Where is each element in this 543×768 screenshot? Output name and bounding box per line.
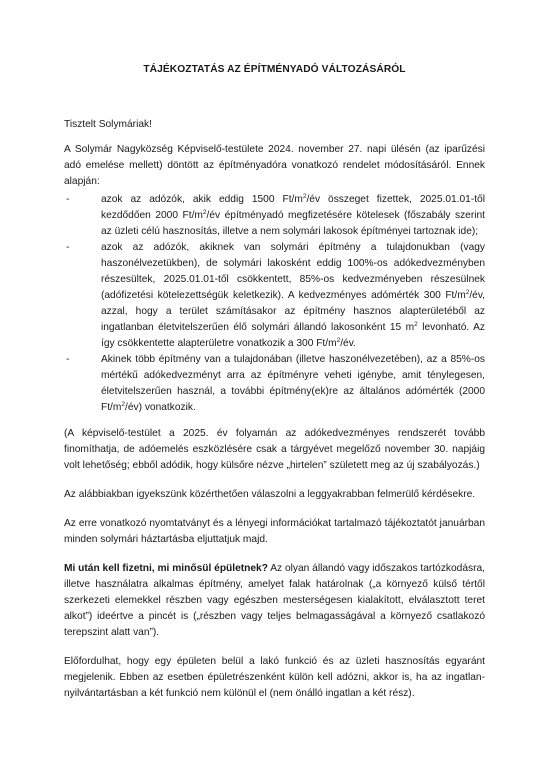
list-item: - Akinek több építmény van a tulajdonában (illetve haszonélvezetében), az a 85%-os mértékű adókedvezményt arra az építményre veheti igénybe, amit ténylegesen, életvitelszerűen használ, a további építmény(ek)re az általános adómérték (2000 $Ft/m^2/év$) vonatkozik. [66, 354, 485, 413]
form-info-paragraph: Az erre vonatkozó nyomtatványt és a lényegi információkat tartalmazó tájékoztatót januárban minden solymári háztartásba eljuttatjuk majd. [64, 518, 485, 545]
question-heading: Mi után kell fizetni, mi minősül épületnek? [64, 563, 268, 574]
greeting: Tisztelt Solymáriak! [64, 119, 152, 130]
context-paragraph: (A képviselő-testület a 2025. év folyamán az adókedvezményes rendszerét tovább finomíthatja, de adóemelés eszközlésére csak a tárgyévet megelőző november 30. napjáig volt lehetőség; ebből adódik, hogy külsőre nézve „hirtelen” született meg az új szabályozás.) [64, 428, 485, 471]
list-dash: - [66, 194, 70, 205]
document-title: TÁJÉKOZTATÁS AZ ÉPÍTMÉNYADÓ VÁLTOZÁSÁRÓL [143, 64, 406, 75]
question-paragraph [64, 561, 485, 641]
list-item: - azok az adózók, akiknek van solymári építmény a tulajdonukban (vagy haszonélvezetükben), de solymári lakosként eddig 100%-os adókedvezményben részesültek, 2025.01.01-től csökkentett, 85%-os kedvezményeben részesülnek (adófizetési kötelezettségük keletkezik). A kedvezményes adómérték 300 $Ft/m^2/év$, azzal, hogy a terület számításakor az építmény hasznos alapterületéből az ingatlanban életvitelszerűen élő solymári állandó lakosonként 15 $m^2$ levonható. Az így csökkentette alapterületre vonatkozik a 300 $Ft/m^2/év$. [66, 242, 485, 349]
list-dash: - [66, 242, 70, 253]
intro-paragraph: A Solymár Nagyközség Képviselő-testülete 2024. november 27. napi ülésén (az iparűzési adó emelése mellett) döntött az építményadóra vonatkozó rendelet módosításáról. Ennek alapján: [64, 144, 485, 187]
answer-text: Az olyan állandó vagy időszakos tartózkodásra, illetve használatra alkalmas építmény, amelyet falak határolnak („a környező külső tértől szerkezeti elemekkel részben vagy egészben mesterségesen kialakított, elválasztott teret alkot”) ideértve a pincét is („részben vagy teljes belmagasságával a környező csatlakozó terepszint alatt van”). [64, 563, 485, 638]
faq-intro-paragraph: Az alábbiakban igyekszünk közérthetően válaszolni a leggyakrabban felmerülő kérdésekre. [64, 489, 476, 500]
rules-list [64, 192, 485, 416]
list-item: - azok az adózók, akik eddig 1500 $Ft/m^2/év$ összeget fizettek, 2025.01.01-től kezdődően 2000 $Ft/m^2/év$ építményadó megfizetésére kötelesek (főszabály szerint az üzleti célú hasznosítás, illetve a nem solymári lakosok építményei tartoznak ide); [66, 193, 485, 237]
list-dash: - [66, 354, 70, 365]
closing-paragraph: Előfordulhat, hogy egy épületen belül a lakó funkció és az üzleti hasznosítás egyaránt megjelenik. Ebben az esetben épületrészenként külön kell adózni, akkor is, ha az ingatlan-nyilvántartásban a két funkció nem különül el (nem önálló ingatlan a két rész). [64, 656, 485, 699]
